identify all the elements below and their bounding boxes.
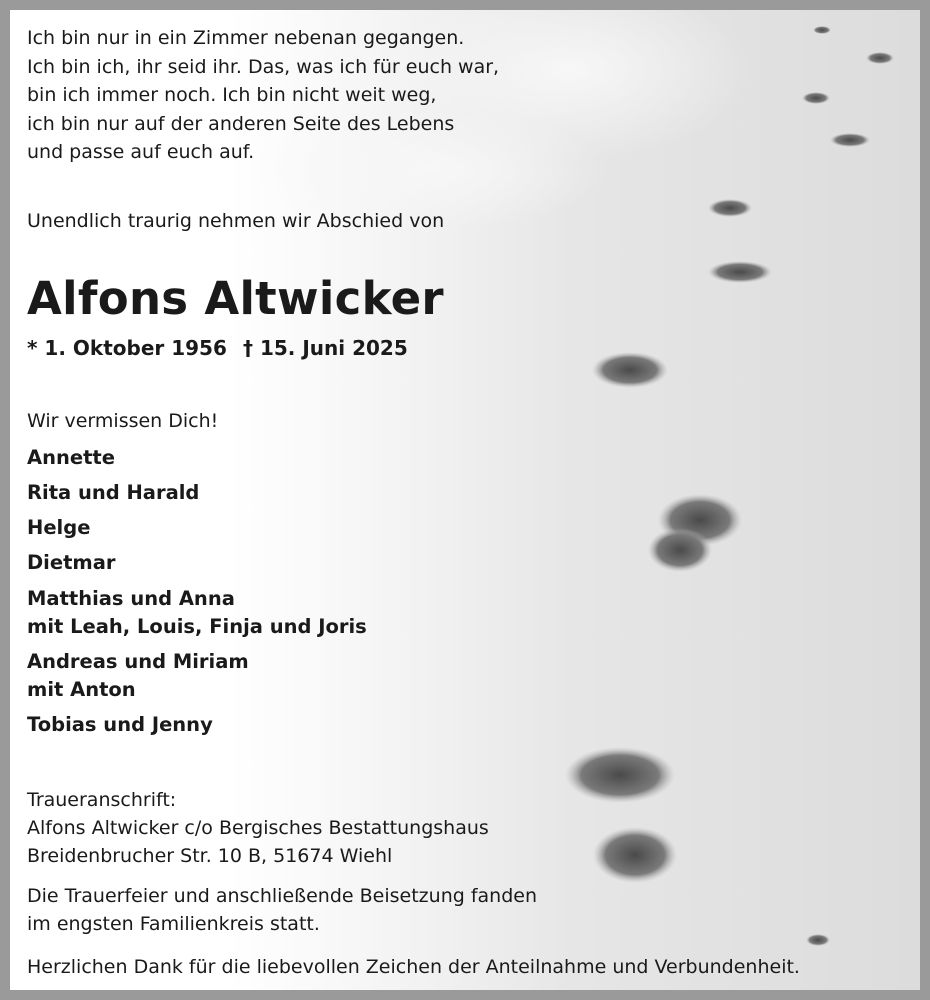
address-line: Breidenbrucher Str. 10 B, 51674 Wiehl — [27, 845, 393, 867]
family-member: Rita und Harald — [27, 481, 200, 504]
family-member: Tobias und Jenny — [27, 713, 213, 736]
family-member: Helge — [27, 516, 91, 539]
address-line: Alfons Altwicker c/o Bergisches Bestattungshaus — [27, 817, 489, 839]
miss-you-line: Wir vermissen Dich! — [27, 410, 219, 432]
address-line: Traueranschrift: — [27, 789, 177, 811]
family-member: mit Leah, Louis, Finja und Joris — [27, 615, 367, 638]
deceased-name: Alfons Altwicker — [27, 272, 444, 325]
family-member: Dietmar — [27, 551, 116, 574]
thanks-line: Herzlichen Dank für die liebevollen Zeichen der Anteilnahme und Verbundenheit. — [27, 956, 800, 978]
ceremony-note — [27, 882, 537, 938]
family-member: Andreas und Miriam — [27, 650, 249, 673]
poem-line: Ich bin nur in ein Zimmer nebenan gegangen. — [27, 27, 465, 49]
mourning-address — [27, 786, 489, 870]
poem — [27, 24, 499, 167]
ceremony-line: im engsten Familienkreis statt. — [27, 913, 320, 935]
family-member: Annette — [27, 446, 115, 469]
farewell-intro: Unendlich traurig nehmen wir Abschied von — [27, 210, 445, 232]
poem-line: ich bin nur auf der anderen Seite des Lebens — [27, 112, 455, 135]
poem-line: Ich bin ich, ihr seid ihr. Das, was ich für euch war, — [27, 55, 500, 78]
death-date: † 15. Juni 2025 — [243, 336, 408, 360]
ceremony-line: Die Trauerfeier und anschließende Beisetzung fanden — [27, 885, 538, 907]
family-member: mit Anton — [27, 678, 136, 701]
birth-date: * 1. Oktober 1956 — [27, 336, 227, 360]
poem-line: und passe auf euch auf. — [27, 141, 255, 163]
poem-line: bin ich immer noch. Ich bin nicht weit weg, — [27, 84, 437, 106]
obituary-card — [10, 10, 920, 990]
family-member: Matthias und Anna — [27, 587, 235, 610]
